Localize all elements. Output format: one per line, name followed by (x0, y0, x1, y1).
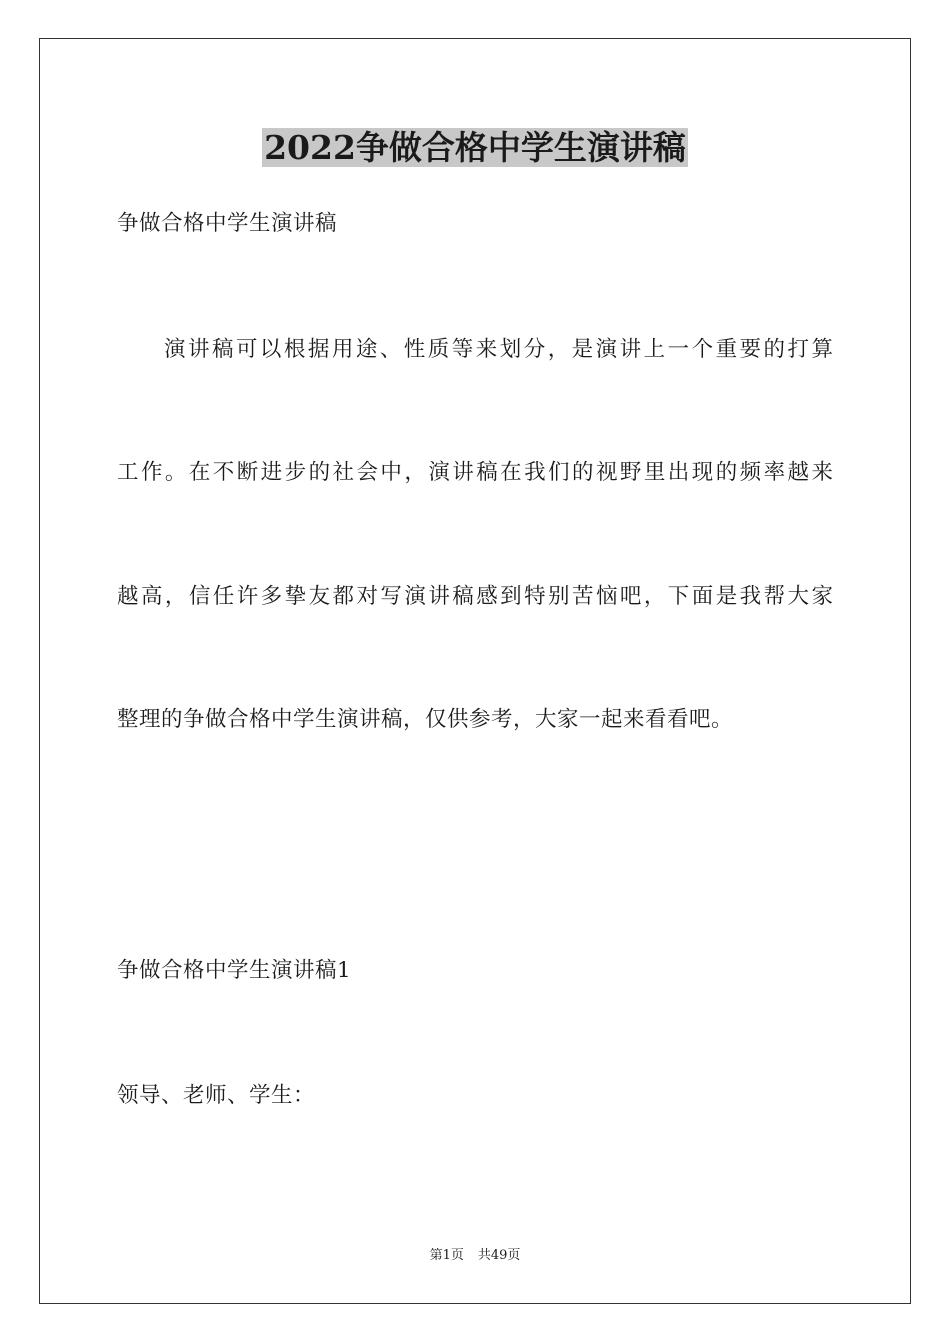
section-heading: 争做合格中学生演讲稿1 (117, 958, 352, 983)
page-total: 共49页 (477, 1248, 521, 1263)
page-footer (0, 1247, 950, 1265)
paragraph-line-1: 演讲稿可以根据用途、性质等来划分，是演讲上一个重要的打算 (164, 337, 833, 362)
salutation-line: 领导、老师、学生： (117, 1083, 316, 1108)
document-title-text: 2022争做合格中学生演讲稿 (264, 128, 686, 167)
page-number: 第1页 (429, 1248, 464, 1263)
document-title (0, 126, 950, 170)
paragraph-line-4: 整理的争做合格中学生演讲稿，仅供参考，大家一起来看看吧。 (117, 707, 734, 732)
paragraph-line-3: 越高，信任许多挚友都对写演讲稿感到特别苦恼吧，下面是我帮大家 (117, 584, 833, 609)
subtitle-line: 争做合格中学生演讲稿 (117, 211, 338, 236)
paragraph-line-2: 工作。在不断进步的社会中，演讲稿在我们的视野里出现的频率越来 (117, 460, 833, 485)
